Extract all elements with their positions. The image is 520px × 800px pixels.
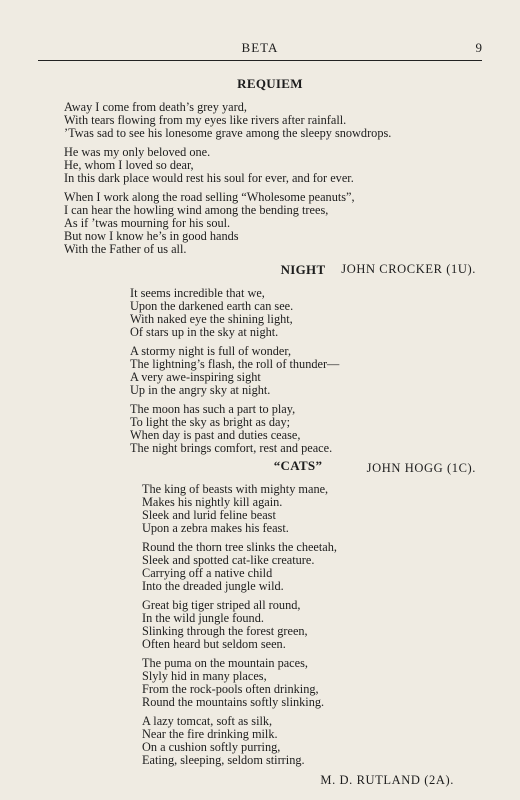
poem-line: A stormy night is full of wonder, <box>130 344 292 358</box>
stanza <box>64 191 476 256</box>
poem-line: Into the dreaded jungle wild. <box>142 579 284 593</box>
author-credit: JOHN HOGG (1C). <box>366 461 476 475</box>
poem-line: Near the fire drinking milk. <box>142 727 278 741</box>
stanza <box>142 599 454 651</box>
poem-line: It seems incredible that we, <box>130 286 265 300</box>
stanza <box>142 657 454 709</box>
poem-title: REQUIEM <box>237 76 303 91</box>
poem-line: When I work along the road selling “Wholesome peanuts”, <box>64 190 355 204</box>
poem-line: I can hear the howling wind among the bending trees, <box>64 203 329 217</box>
stanza <box>142 483 454 535</box>
page-header <box>38 38 482 61</box>
poem-requiem <box>64 76 476 277</box>
stanza <box>64 101 476 140</box>
poem-line: The lightning’s flash, the roll of thunder— <box>130 357 340 371</box>
stanza <box>142 541 454 593</box>
poem-line: Eating, sleeping, seldom stirring. <box>142 753 305 767</box>
poem-line: The moon has such a part to play, <box>130 402 296 416</box>
poem-line: From the rock-pools often drinking, <box>142 682 319 696</box>
poem-line: He was my only beloved one. <box>64 145 211 159</box>
poem-line: Sleek and lurid feline beast <box>142 508 276 522</box>
poem-line: The king of beasts with mighty mane, <box>142 482 329 496</box>
poem-night <box>130 262 476 476</box>
poem-line: Round the thorn tree slinks the cheetah, <box>142 540 337 554</box>
poem-cats <box>142 458 454 788</box>
poem-line: When day is past and duties cease, <box>130 428 301 442</box>
poem-line: A very awe-inspiring sight <box>130 370 261 384</box>
poem-line: Of stars up in the sky at night. <box>130 325 279 339</box>
page-number: 9 <box>475 40 482 55</box>
author-credit: JOHN CROCKER (1U). <box>341 262 476 276</box>
author-credit: M. D. RUTLAND (2A). <box>320 773 454 787</box>
stanza <box>64 146 476 185</box>
poem-line: Round the mountains softly slinking. <box>142 695 325 709</box>
poem-line: On a cushion softly purring, <box>142 740 281 754</box>
poem-line: The night brings comfort, rest and peace. <box>130 441 333 455</box>
poem-line: He, whom I loved so dear, <box>64 158 194 172</box>
poem-line: Great big tiger striped all round, <box>142 598 301 612</box>
poem-line: Up in the angry sky at night. <box>130 383 271 397</box>
stanza <box>130 345 476 397</box>
poem-line: Slinking through the forest green, <box>142 624 308 638</box>
poem-line: Away I come from death’s grey yard, <box>64 100 247 114</box>
stanza <box>130 287 476 339</box>
poem-line: A lazy tomcat, soft as silk, <box>142 714 273 728</box>
poem-line: Slyly hid in many places, <box>142 669 267 683</box>
poem-line: But now I know he’s in good hands <box>64 229 239 243</box>
poem-title: NIGHT <box>280 262 326 277</box>
poem-line: Carrying off a native child <box>142 566 273 580</box>
poem-line: Upon the darkened earth can see. <box>130 299 294 313</box>
poem-line: In the wild jungle found. <box>142 611 264 625</box>
poem-line: With tears flowing from my eyes like rivers after rainfall. <box>64 113 347 127</box>
poem-title: “CATS” <box>273 458 323 473</box>
poem-line: Makes his nightly kill again. <box>142 495 283 509</box>
poem-line: Upon a zebra makes his feast. <box>142 521 289 535</box>
running-title: BETA <box>241 40 279 55</box>
poem-line: With the Father of us all. <box>64 242 187 256</box>
poem-line: ’Twas sad to see his lonesome grave among the sleepy snowdrops. <box>64 126 392 140</box>
poem-line: The puma on the mountain paces, <box>142 656 308 670</box>
poem-line: Often heard but seldom seen. <box>142 637 286 651</box>
stanza <box>142 715 454 767</box>
stanza <box>130 403 476 455</box>
poem-line: Sleek and spotted cat-like creature. <box>142 553 315 567</box>
poem-line: As if ’twas mourning for his soul. <box>64 216 231 230</box>
poem-line: With naked eye the shining light, <box>130 312 293 326</box>
poem-line: To light the sky as bright as day; <box>130 415 291 429</box>
poem-line: In this dark place would rest his soul for ever, and for ever. <box>64 171 354 185</box>
